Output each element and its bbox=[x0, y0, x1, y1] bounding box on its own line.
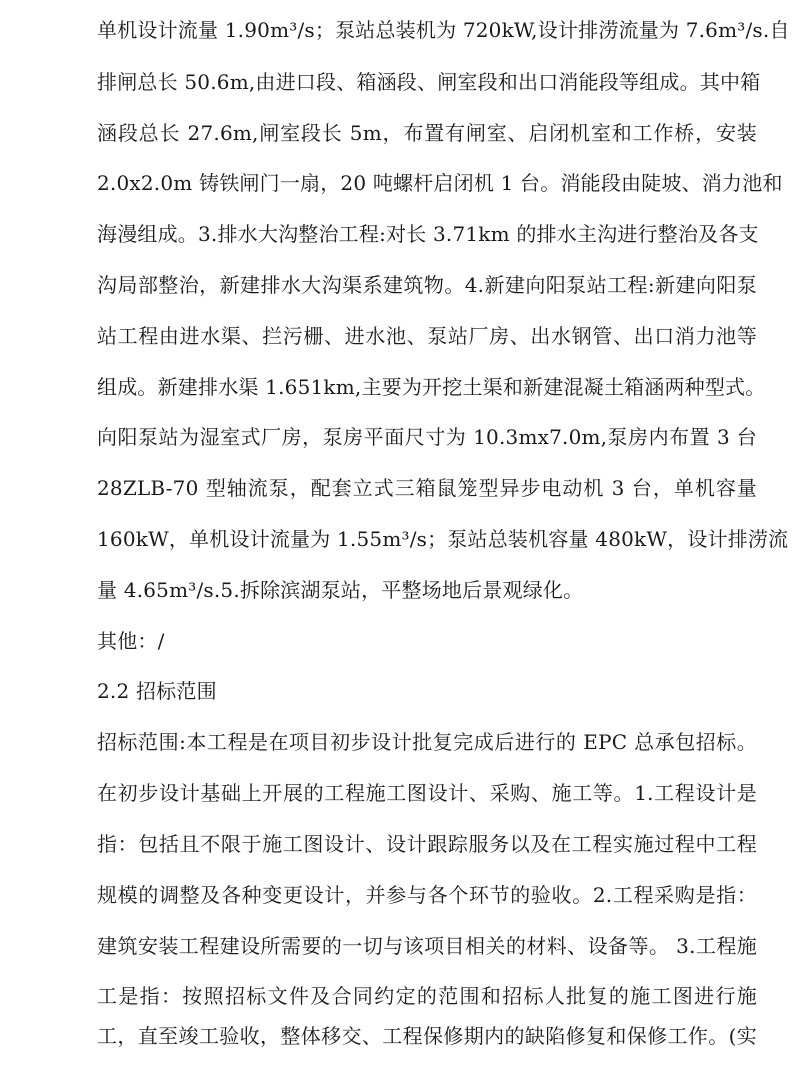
text-line: 在初步设计基础上开展的工程施工图设计、采购、施工等。1.工程设计是 bbox=[97, 781, 757, 805]
text-line: 组成。新建排水渠 1.651km,主要为开挖土渠和新建混凝土箱涵两种型式。 bbox=[97, 375, 766, 399]
text-line: 2.0x2.0m 铸铁闸门一扇，20 吨螺杆启闭机 1 台。消能段由陡坡、消力池和 bbox=[97, 171, 783, 195]
text-line: 其他：/ bbox=[97, 629, 165, 653]
text-line: 涵段总长 27.6m,闸室段长 5m，布置有闸室、启闭机室和工作桥，安装 bbox=[97, 121, 757, 145]
text-line: 工是指：按照招标文件及合同约定的范围和招标人批复的施工图进行施 bbox=[97, 984, 757, 1008]
text-line: 招标范围:本工程是在项目初步设计批复完成后进行的 EPC 总承包招标。 bbox=[97, 730, 757, 754]
text-line: 向阳泵站为湿室式厂房，泵房平面尺寸为 10.3mx7.0m,泵房内布置 3 台 bbox=[97, 425, 757, 449]
text-line: 建筑安装工程建设所需要的一切与该项目相关的材料、设备等。 3.工程施 bbox=[97, 934, 757, 958]
text-line: 160kW，单机设计流量为 1.55m³/s；泵站总装机容量 480kW，设计排涝流 bbox=[97, 527, 789, 551]
text-line: 28ZLB-70 型轴流泵，配套立式三箱鼠笼型异步电动机 3 台，单机容量 bbox=[97, 476, 757, 500]
text-line: 量 4.65m³/s.5.拆除滨湖泵站，平整场地后景观绿化。 bbox=[97, 578, 584, 602]
text-line: 规模的调整及各种变更设计，并参与各个环节的验收。2.工程采购是指： bbox=[97, 883, 757, 907]
text-line: 排闸总长 50.6m,由进口段、箱涵段、闸室段和出口消能段等组成。其中箱 bbox=[97, 70, 761, 94]
section-heading: 2.2 招标范围 bbox=[97, 679, 217, 703]
text-line: 沟局部整治，新建排水大沟渠系建筑物。4.新建向阳泵站工程:新建向阳泵 bbox=[97, 273, 757, 297]
text-line: 单机设计流量 1.90m³/s；泵站总装机为 720kW,设计排涝流量为 7.6m³/s.自 bbox=[97, 18, 790, 42]
text-line: 指：包括且不限于施工图设计、设计跟踪服务以及在工程实施过程中工程 bbox=[97, 832, 757, 856]
text-line: 海漫组成。3.排水大沟整治工程:对长 3.71km 的排水主沟进行整治及各支 bbox=[97, 222, 759, 246]
text-line: 站工程由进水渠、拦污栅、进水池、泵站厂房、出水钢管、出口消力池等 bbox=[97, 324, 757, 348]
text-line: 工，直至竣工验收，整体移交、工程保修期内的缺陷修复和保修工作。(实 bbox=[97, 1024, 757, 1048]
